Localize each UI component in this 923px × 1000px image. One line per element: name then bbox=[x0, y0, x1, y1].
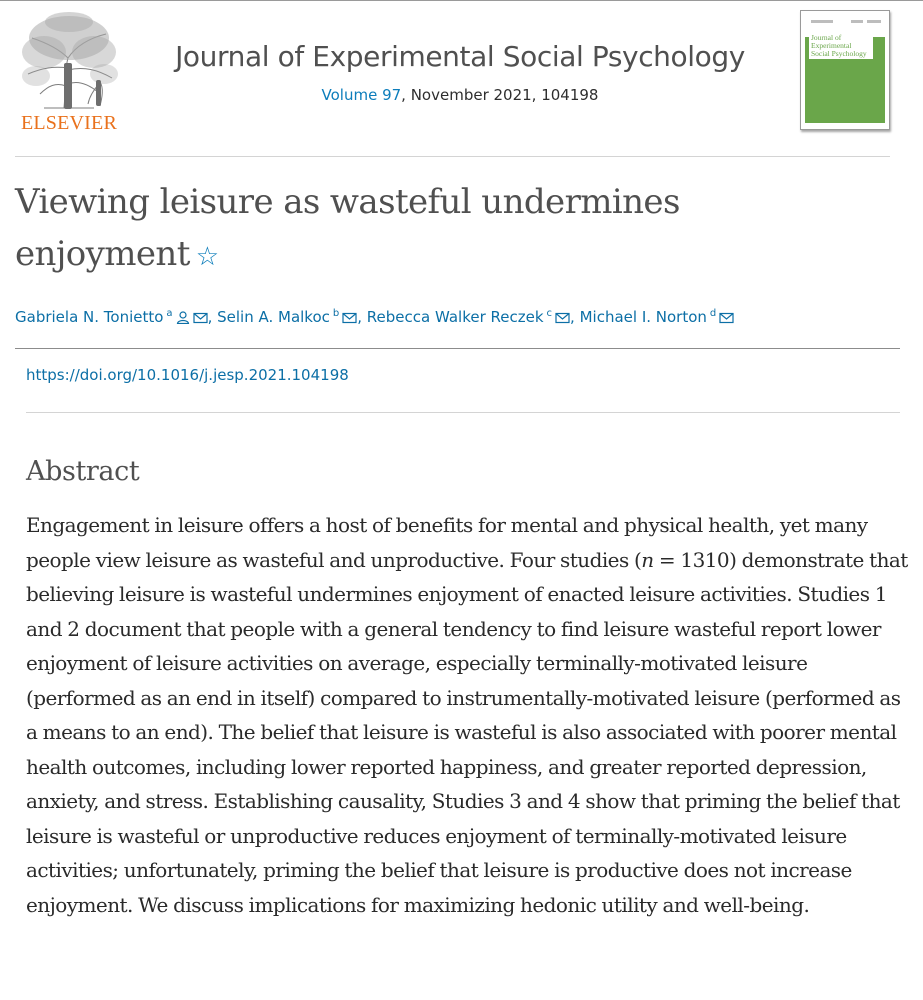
author-0[interactable] bbox=[15, 308, 217, 326]
email-icon[interactable] bbox=[342, 312, 357, 324]
author-1[interactable] bbox=[217, 308, 367, 326]
star-icon[interactable]: ☆ bbox=[195, 242, 219, 272]
article-title-text: Viewing leisure as wasteful undermines enjoyment bbox=[15, 182, 680, 274]
author-list bbox=[15, 308, 915, 326]
author-affiliation-sup[interactable]: d bbox=[709, 308, 717, 319]
journal-meta bbox=[140, 86, 780, 104]
author-name[interactable]: Gabriela N. Tonietto bbox=[15, 308, 164, 326]
header-divider bbox=[15, 156, 890, 157]
cover-title: Journal of Experimental Social Psychology bbox=[809, 33, 873, 59]
author-name[interactable]: Selin A. Malkoc bbox=[217, 308, 330, 326]
sample-size-value: = 1310) bbox=[653, 547, 737, 572]
email-icon[interactable] bbox=[193, 312, 208, 324]
author-affiliation-sup[interactable]: b bbox=[332, 308, 340, 319]
person-icon[interactable] bbox=[176, 311, 190, 324]
abstract-text bbox=[26, 508, 911, 922]
publisher-name: ELSEVIER bbox=[20, 112, 118, 134]
author-name[interactable]: Michael I. Norton bbox=[579, 308, 707, 326]
abstract-text-part-1: Engagement in leisure offers a host of benefits for mental and physical health, yet many people view leisure as wasteful and unproductive. Four studies ( bbox=[26, 513, 868, 572]
top-border bbox=[0, 0, 923, 1]
author-3[interactable] bbox=[580, 308, 735, 326]
author-separator: , bbox=[570, 308, 580, 326]
authors-divider bbox=[15, 348, 900, 349]
author-separator: , bbox=[207, 308, 218, 326]
email-icon[interactable] bbox=[719, 312, 734, 324]
author-affiliation-sup[interactable]: c bbox=[546, 308, 553, 319]
issue-info: , November 2021, 104198 bbox=[401, 86, 599, 104]
author-affiliation-sup[interactable]: a bbox=[166, 308, 173, 319]
doi-divider bbox=[26, 412, 900, 413]
author-name[interactable]: Rebecca Walker Reczek bbox=[366, 308, 544, 326]
email-icon[interactable] bbox=[555, 312, 570, 324]
volume-link[interactable]: Volume 97 bbox=[321, 86, 402, 104]
cover-header-strip bbox=[805, 15, 885, 29]
elsevier-tree-icon bbox=[14, 8, 124, 112]
author-separator: , bbox=[357, 308, 367, 326]
journal-title[interactable]: Journal of Experimental Social Psychology bbox=[175, 40, 745, 73]
article-title bbox=[15, 176, 775, 283]
elsevier-logo[interactable] bbox=[14, 8, 124, 134]
abstract-text-part-2: demonstrate that believing leisure is wasteful undermines enjoyment of enacted leisure activities. Studies 1 and 2 document that people with a general tendency to find leisure wasteful report lower enjoyment of leisure activities on average, especially terminally-motivated leisure (performed as an end in itself) compared to instrumentally-motivated leisure (performed as a means to an end). The belief that leisure is wasteful is also associated with poorer mental health outcomes, including lower reported happiness, and greater reported depression, anxiety, and stress. Establishing causality, Studies 3 and 4 show that priming the belief that leisure is wasteful or unproductive reduces enjoyment of terminally-motivated leisure activities; unfortunately, priming the belief that leisure is productive does not increase enjoyment. We discuss implications for maximizing hedonic utility and well-being. bbox=[26, 547, 908, 917]
journal-cover-thumbnail[interactable] bbox=[800, 10, 890, 130]
sample-size-symbol: n bbox=[641, 547, 654, 572]
abstract-heading: Abstract bbox=[26, 456, 140, 487]
doi-link[interactable]: https://doi.org/10.1016/j.jesp.2021.104198 bbox=[26, 366, 349, 384]
author-2[interactable] bbox=[367, 308, 580, 326]
